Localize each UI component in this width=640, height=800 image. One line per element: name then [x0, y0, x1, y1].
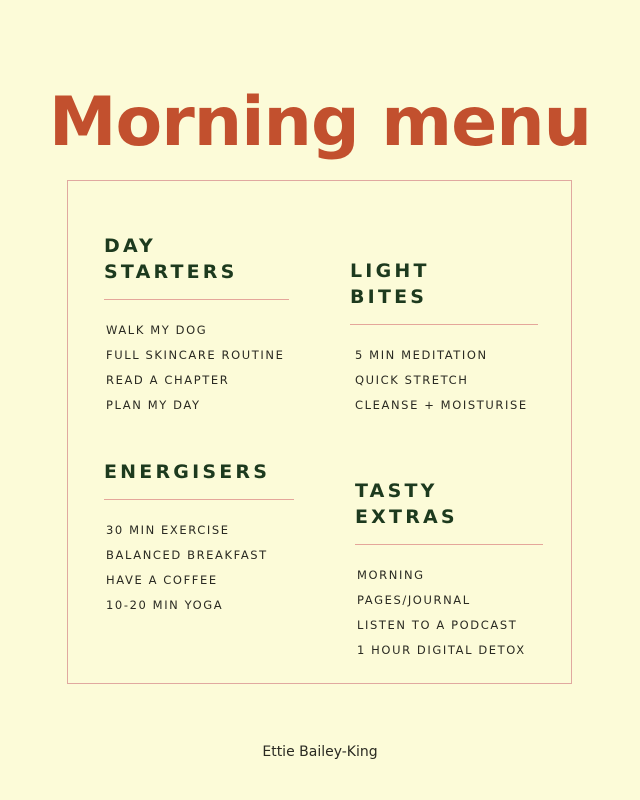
list-item: 5 MIN MEDITATION — [355, 348, 488, 362]
list-item: 1 HOUR DIGITAL DETOX — [357, 643, 526, 657]
section-divider — [104, 299, 289, 300]
list-item: 10-20 MIN YOGA — [106, 598, 224, 612]
list-item: MORNING PAGES/JOURNAL — [357, 568, 471, 607]
section-energisers — [104, 459, 294, 618]
page-title: Morning menu — [48, 83, 592, 162]
section-item-list — [104, 318, 289, 418]
list-item: HAVE A COFFEE — [106, 573, 218, 587]
section-item-list — [350, 343, 538, 418]
section-heading: TASTY EXTRAS — [355, 480, 458, 528]
section-item-list — [355, 563, 543, 663]
list-item: BALANCED BREAKFAST — [106, 548, 268, 562]
section-heading: DAY STARTERS — [104, 235, 238, 283]
list-item: CLEANSE + MOISTURISE — [355, 398, 528, 412]
author-credit: Ettie Bailey-King — [262, 744, 378, 760]
list-item: WALK MY DOG — [106, 323, 208, 337]
list-item: PLAN MY DAY — [106, 398, 201, 412]
section-item-list — [104, 518, 294, 618]
section-day-starters — [104, 233, 289, 418]
section-light-bites — [350, 258, 538, 418]
section-divider — [355, 544, 543, 545]
list-item: LISTEN TO A PODCAST — [357, 618, 518, 632]
section-heading: ENERGISERS — [104, 461, 271, 483]
section-heading: LIGHT BITES — [350, 260, 430, 308]
section-divider — [104, 499, 294, 500]
section-divider — [350, 324, 538, 325]
list-item: 30 MIN EXERCISE — [106, 523, 230, 537]
list-item: READ A CHAPTER — [106, 373, 230, 387]
list-item: QUICK STRETCH — [355, 373, 469, 387]
list-item: FULL SKINCARE ROUTINE — [106, 348, 285, 362]
section-tasty-extras — [355, 478, 543, 663]
